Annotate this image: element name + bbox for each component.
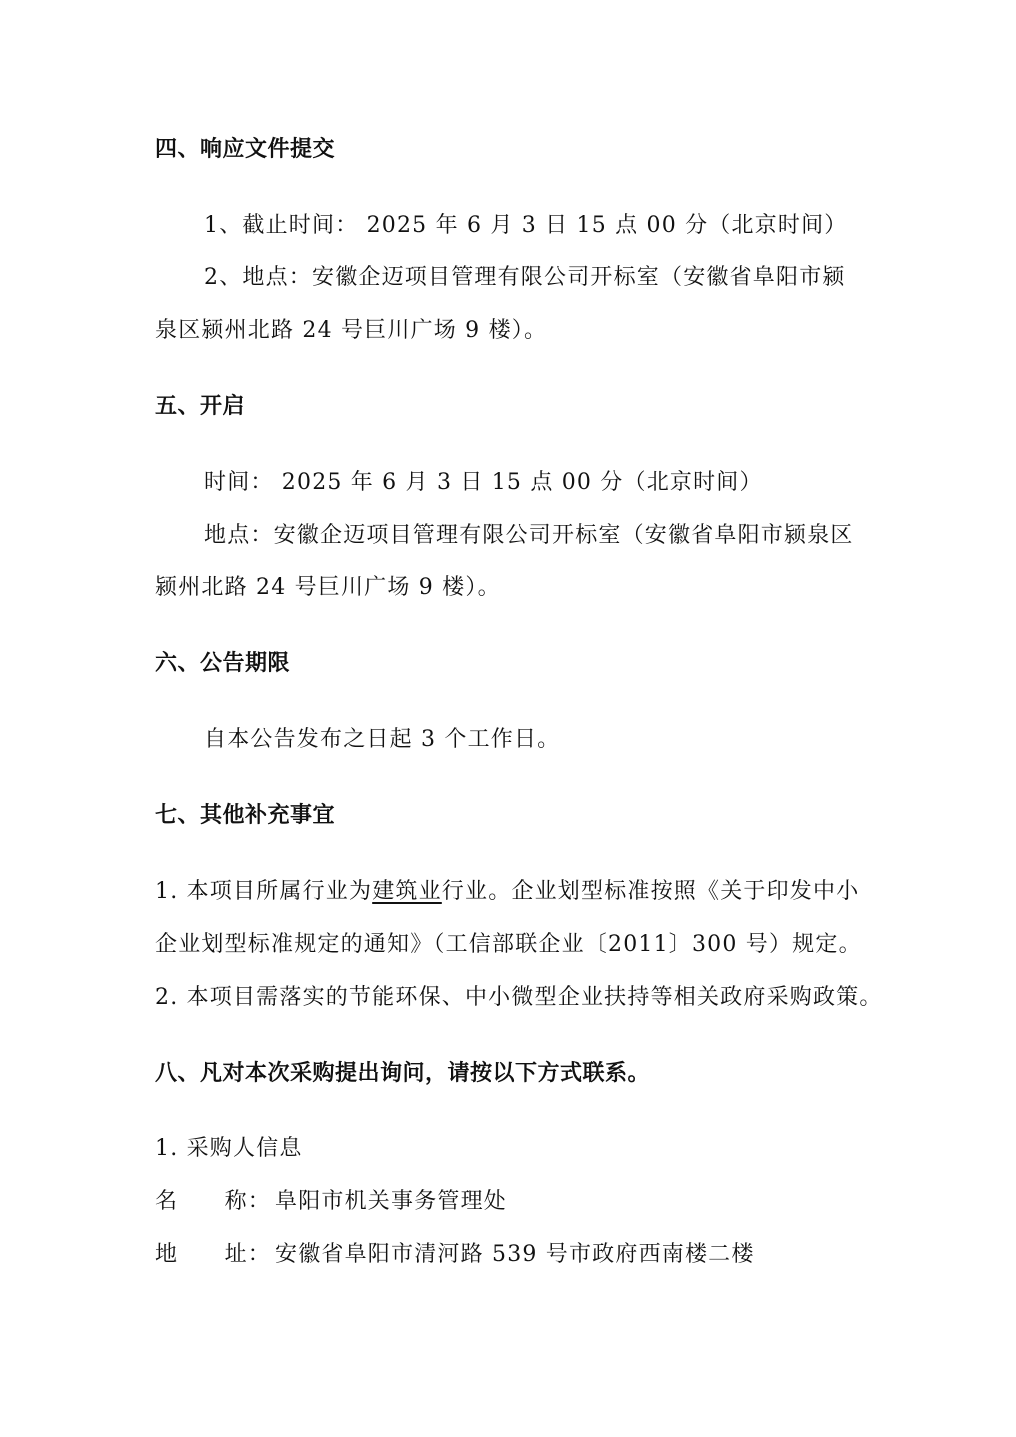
section-8-heading: 八、凡对本次采购提出询问，请按以下方式联系。 [155,1061,651,1086]
section-7-heading: 七、其他补充事宜 [155,803,336,828]
name-value: 阜阳市机关事务管理处 [275,1189,508,1214]
section-5-location-line2: 颍州北路 24 号巨川广场 9 楼）。 [155,575,501,600]
section-4-location-line2: 泉区颍州北路 24 号巨川广场 9 楼）。 [155,318,548,343]
section-4-heading: 四、响应文件提交 [155,137,336,162]
section-5-time: 时间： 2025 年 6 月 3 日 15 点 00 分（北京时间） [204,470,763,495]
purchaser-address-row [155,1240,755,1270]
section-7-item2: 2. 本项目需落实的节能环保、中小微型企业扶持等相关政府采购政策。 [155,985,883,1010]
section-7-item1-line2: 企业划型标准规定的通知》（工信部联企业〔2011〕300 号）规定。 [155,932,862,957]
section-6-heading: 六、公告期限 [155,651,291,676]
section-7-item1-line1 [155,877,859,907]
section-5-heading: 五、开启 [155,394,246,419]
item1-suffix: 行业。企业划型标准按照《关于印发中小 [441,879,860,904]
purchaser-name-row [155,1187,507,1217]
purchaser-title: 1. 采购人信息 [155,1136,303,1161]
name-label: 名 称： [155,1189,272,1214]
item1-prefix: 1. 本项目所属行业为 [155,879,373,904]
section-6-text: 自本公告发布之日起 3 个工作日。 [204,727,561,752]
address-value: 安徽省阜阳市清河路 539 号市政府西南楼二楼 [275,1242,755,1267]
section-5-location-line1: 地点：安徽企迈项目管理有限公司开标室（安徽省阜阳市颍泉区 [204,523,854,548]
industry-underlined: 建筑业 [372,879,442,904]
section-4-deadline: 1、截止时间： 2025 年 6 月 3 日 15 点 00 分（北京时间） [204,213,848,238]
address-label: 地 址： [155,1242,272,1267]
section-4-location-line1: 2、地点：安徽企迈项目管理有限公司开标室（安徽省阜阳市颍 [204,265,846,290]
